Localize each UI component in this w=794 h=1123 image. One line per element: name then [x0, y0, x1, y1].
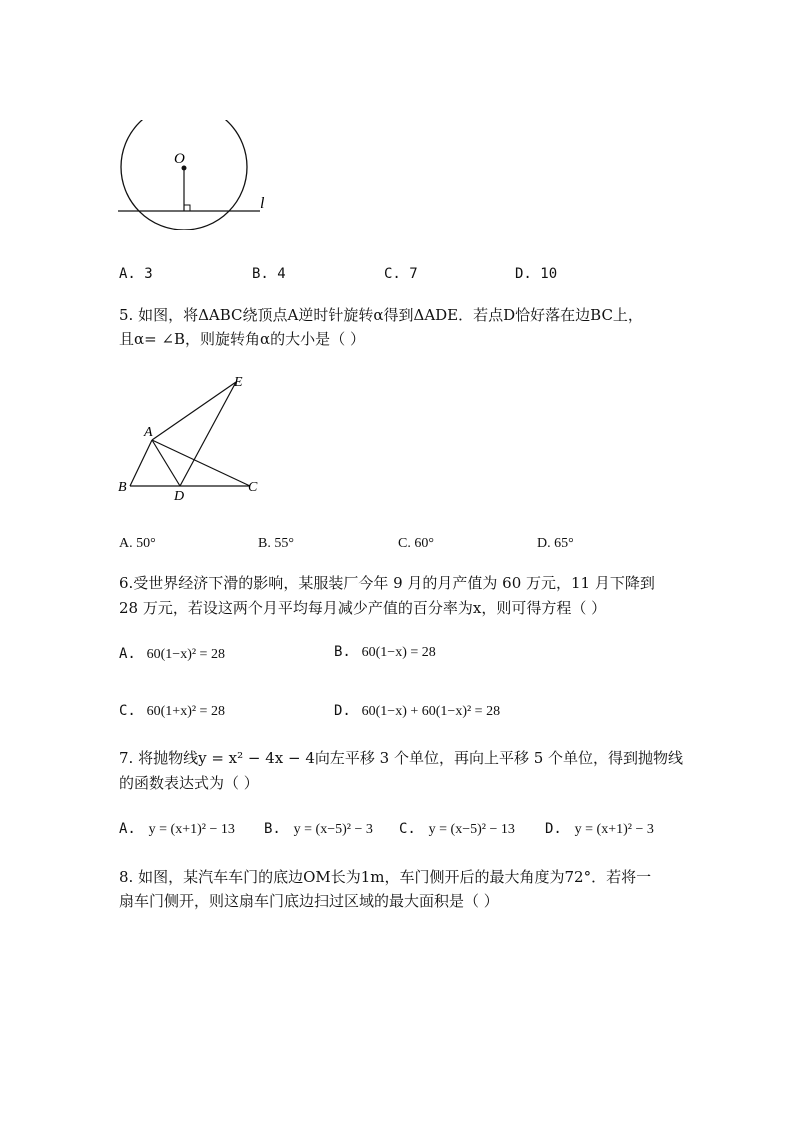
q5-option-d: D. 65°	[537, 536, 574, 551]
q7-option-d-expr: y = (x+1)² − 3	[574, 822, 654, 837]
q7-option-c-expr: y = (x−5)² − 13	[428, 822, 515, 837]
q4-option-a: A. 3	[119, 266, 153, 282]
q7-option-a-letter: A.	[119, 821, 136, 837]
segment-de	[180, 382, 236, 486]
q7-option-c-letter: C.	[399, 821, 416, 837]
triangle-rotation-figure	[112, 370, 272, 505]
q8-line1: 8. 如图，某汽车车门的底边OM长为1m，车门侧开后的最大角度为72°．若将一	[119, 868, 652, 886]
q6-option-c-letter: C.	[119, 703, 136, 719]
q5-option-a: A. 50°	[119, 536, 156, 551]
q4-option-b: B. 4	[252, 266, 286, 282]
q6-option-d-letter: D.	[334, 703, 351, 719]
q7-option-c	[399, 819, 515, 838]
label-c: C	[248, 480, 258, 495]
q6-option-d	[334, 701, 500, 720]
label-l: l	[260, 195, 265, 212]
q7-option-b-expr: y = (x−5)² − 3	[293, 822, 373, 837]
right-angle-mark	[184, 205, 190, 211]
q7-option-b-letter: B.	[264, 821, 281, 837]
label-e: E	[234, 375, 243, 390]
q8-line2: 扇车门侧开，则这扇车门底边扫过区域的最大面积是（ ）	[119, 892, 499, 910]
q5-line1: 5. 如图，将ΔABC绕顶点A逆时针旋转α得到ΔADE．若点D恰好落在边BC上，	[119, 306, 643, 324]
q7-option-d-letter: D.	[545, 821, 562, 837]
label-d: D	[174, 489, 185, 504]
q5-line2: 且α= ∠B，则旋转角α的大小是（ ）	[119, 330, 365, 348]
q4-option-c: C. 7	[384, 266, 418, 282]
label-b: B	[118, 480, 127, 495]
q6-option-c-expr: 60(1+x)² = 28	[146, 704, 225, 719]
label-o: O	[174, 151, 185, 167]
q6-option-a	[119, 644, 225, 663]
q7-line1: 7. 将抛物线y = x² − 4x − 4向左平移 3 个单位，再向上平移 5 个单位，得到抛物线	[119, 749, 684, 767]
q7-option-a-expr: y = (x+1)² − 13	[148, 822, 235, 837]
q5-option-b: B. 55°	[258, 536, 294, 551]
segment-ae	[152, 382, 236, 440]
q6-option-d-expr: 60(1−x) + 60(1−x)² = 28	[361, 704, 501, 719]
q7-line2: 的函数表达式为（ ）	[119, 774, 259, 792]
q6-option-b-expr: 60(1−x) = 28	[361, 645, 436, 660]
q6-option-b	[334, 642, 436, 661]
q5-option-c: C. 60°	[398, 536, 434, 551]
label-a: A	[144, 425, 153, 440]
circle-tangent-figure	[110, 120, 290, 230]
q7-option-d	[545, 819, 654, 838]
q7-option-b	[264, 819, 373, 838]
q6-option-b-letter: B.	[334, 644, 351, 660]
q6-option-c	[119, 701, 225, 720]
q6-line2: 28 万元，若设这两个月平均每月减少产值的百分率为x，则可得方程（ ）	[119, 599, 607, 617]
q6-option-a-expr: 60(1−x)² = 28	[146, 647, 225, 662]
q6-line1: 6.受世界经济下滑的影响，某服装厂今年 9 月的月产值为 60 万元，11 月下降到	[119, 574, 655, 592]
q4-option-d: D. 10	[515, 266, 558, 282]
segment-ab	[130, 440, 152, 486]
q7-option-a	[119, 819, 235, 838]
q6-option-a-letter: A.	[119, 646, 136, 662]
